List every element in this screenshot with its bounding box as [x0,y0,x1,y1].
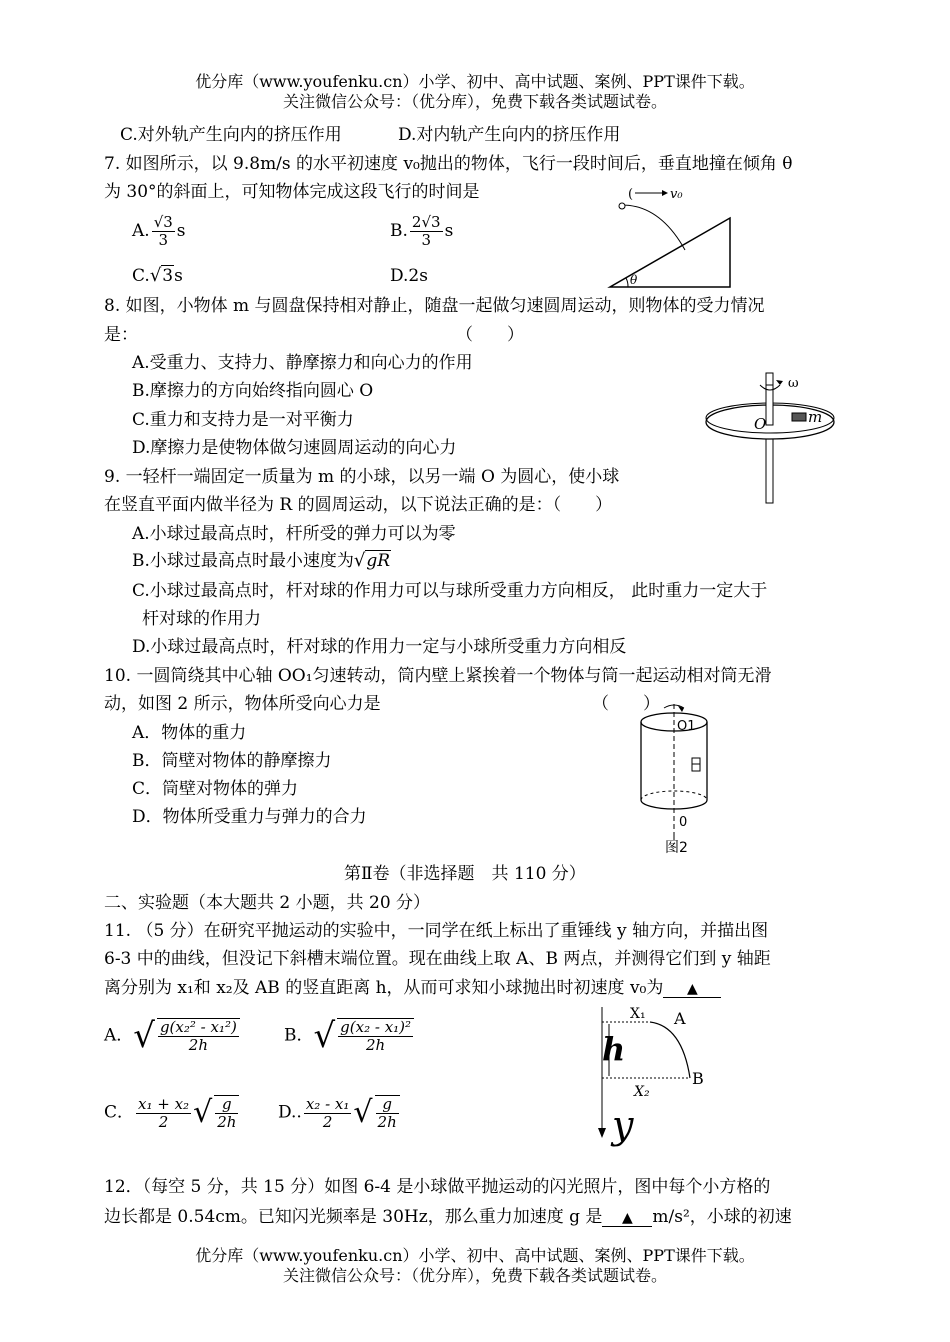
q10-option-b: B．筒壁对物体的静摩擦力 [132,751,332,771]
h-label: h [602,1030,626,1068]
q6-option-d: D.对内轨产生向内的挤压作用 [398,125,621,145]
x1-label: X₁ [630,1006,646,1022]
q8-option-b: B.摩擦力的方向始终指向圆心 O [132,381,374,401]
omega-label: ω [788,376,799,391]
velocity-arrowhead [662,190,668,196]
o1-label: O1 [677,719,696,734]
q12-stem-line-1: 12．（每空 5 分，共 15 分）如图 6-4 是小球做平抛运动的闪光照片，图中每个小方格的 [104,1177,771,1197]
q6-option-c: C.对外轨产生向内的挤压作用 [120,125,342,145]
center-o-label: O [754,415,767,433]
small-block [792,413,806,421]
curve [650,1022,690,1078]
q7-option-c: C.√3s [132,265,183,286]
point-b-label: B [692,1069,704,1088]
q9-option-c-line-2: 杆对球的作用力 [142,609,261,629]
q9-option-b: B.小球过最高点时最小速度为√gR [132,550,391,571]
q9-stem-line-2: 在竖直平面内做半径为 R 的圆周运动，以下说法正确的是：（ ） [104,495,613,515]
svg-text:(: ( [628,187,634,202]
x2-label: X₂ [634,1084,650,1100]
q8-disc-figure [700,365,850,510]
q9-option-c-line-1: C.小球过最高点时，杆对球的作用力可以与球所受重力方向相反， 此时重力一定大于 [132,581,768,601]
q7-option-b-fraction: $\frac{2√3}{3}$ [411,213,441,249]
q11-stem-line-3: 离分别为 x₁和 x₂及 AB 的竖直距离 h，从而可求知小球抛出时初速度 v₀为 ▲ [104,977,721,999]
figure-caption: 图2 [665,840,688,856]
answer-blank[interactable]: ▲ [663,981,721,998]
q7-stem-line-1: 7. 如图所示，以 9.8m/s 的水平初速度 v₀抛出的物体，飞行一段时间后，垂直地撞在倾角 θ [104,154,793,174]
q7-option-a: A. $\frac{√3}{3}$ s [132,213,186,249]
header-line-2: 关注微信公众号：（优分库），免费下载各类试题试卷。 [282,92,667,111]
angle-arc [626,278,628,287]
footer-line-2: 关注微信公众号：（优分库），免费下载各类试题试卷。 [282,1266,667,1285]
q8-answer-paren: （ ） [456,325,524,345]
q10-stem-line-2: 动，如图 2 所示，物体所受向心力是 [104,694,381,714]
q11-option-c: C． $\frac{\text{x₁ + x₂}}{2}$ √ $\frac{g}{2h}$ [104,1095,241,1131]
theta-label: θ [630,273,638,287]
q9-option-d: D.小球过最高点时，杆对球的作用力一定与小球所受重力方向相反 [132,637,627,657]
section-heading: 二、实验题（本大题共 2 小题，共 20 分） [104,893,431,913]
q9-option-a: A.小球过最高点时，杆所受的弹力可以为零 [132,524,456,544]
q10-stem-line-1: 10. 一圆筒绕其中心轴 OO₁匀速转动，筒内壁上紧挨着一个物体与筒一起运动相对筒无滑 [104,666,772,686]
q10-cylinder-figure [632,700,732,858]
q12-stem-line-2: 边长都是 0.54cm。已知闪光频率是 30Hz，那么重力加速度 g 是 ▲ m/s²，小球的初速 [104,1207,792,1227]
q7-option-a-fraction: $\frac{√3}{3}$ [153,213,173,249]
q11-trajectory-figure [592,1002,722,1152]
footer-line-1: 优分库（www.youfenku.cn）小学、初中、高中试题、案例、PPT课件下载。 [195,1246,755,1265]
mass-label: m [808,408,823,426]
q8-stem-line-1: 8. 如图，小物体 m 与圆盘保持相对静止，随盘一起做匀速圆周运动，则物体的受力情况 [104,296,765,316]
q10-answer-paren: （ ） [592,694,660,714]
point-a-label: A [674,1009,686,1028]
trajectory-curve [622,205,685,250]
q10-option-a: A．物体的重力 [132,723,247,743]
y-label: y [612,1103,634,1147]
q7-option-d: D.2s [390,266,428,286]
q10-option-d: D．物体所受重力与弹力的合力 [132,807,367,827]
q10-option-c: C．筒壁对物体的弹力 [132,779,299,799]
q11-stem-line-2: 6-3 中的曲线，但没记下斜槽末端位置。现在曲线上取 A、B 两点，并测得它们到 y 轴距 [104,949,771,969]
part2-title: 第Ⅱ卷（非选择题 共 110 分） [344,864,586,884]
q11-option-d: D.. $\frac{\text{x₂ - x₁}}{2}$ √ $\frac{g}{2h}$ [278,1095,402,1131]
q8-option-c: C.重力和支持力是一对平衡力 [132,410,354,430]
q7-option-b: B. $\frac{2√3}{3}$ s [390,213,454,249]
q8-stem-line-2: 是： [104,325,138,345]
q7-stem-line-2: 为 30°的斜面上，可知物体完成这段飞行的时间是 [104,182,480,202]
answer-blank[interactable]: ▲ [602,1210,652,1227]
q11-option-a: A．√ $\frac{\text{g(x₂² - x₁²)}}{2h}$ [104,1018,242,1054]
q11-stem-line-1: 11. （5 分）在研究平抛运动的实验中，一同学在纸上标出了重锤线 y 轴方向，并描出图 [104,921,769,941]
header-line-1: 优分库（www.youfenku.cn）小学、初中、高中试题、案例、PPT课件下载。 [195,72,755,91]
ball [619,203,625,209]
q8-option-d: D.摩擦力是使物体做匀速圆周运动的向心力 [132,438,457,458]
v0-label: v₀ [670,187,683,202]
q8-option-a: A.受重力、支持力、静摩擦力和向心力的作用 [132,353,473,373]
q9-stem-line-1: 9. 一轻杆一端固定一质量为 m 的小球，以另一端 O 为圆心，使小球 [104,467,620,487]
q11-option-b: B．√ $\frac{\text{g(x₂ - x₁)²}}{2h}$ [284,1018,416,1054]
o-label: 0 [679,815,688,830]
q7-incline-figure [600,180,740,292]
